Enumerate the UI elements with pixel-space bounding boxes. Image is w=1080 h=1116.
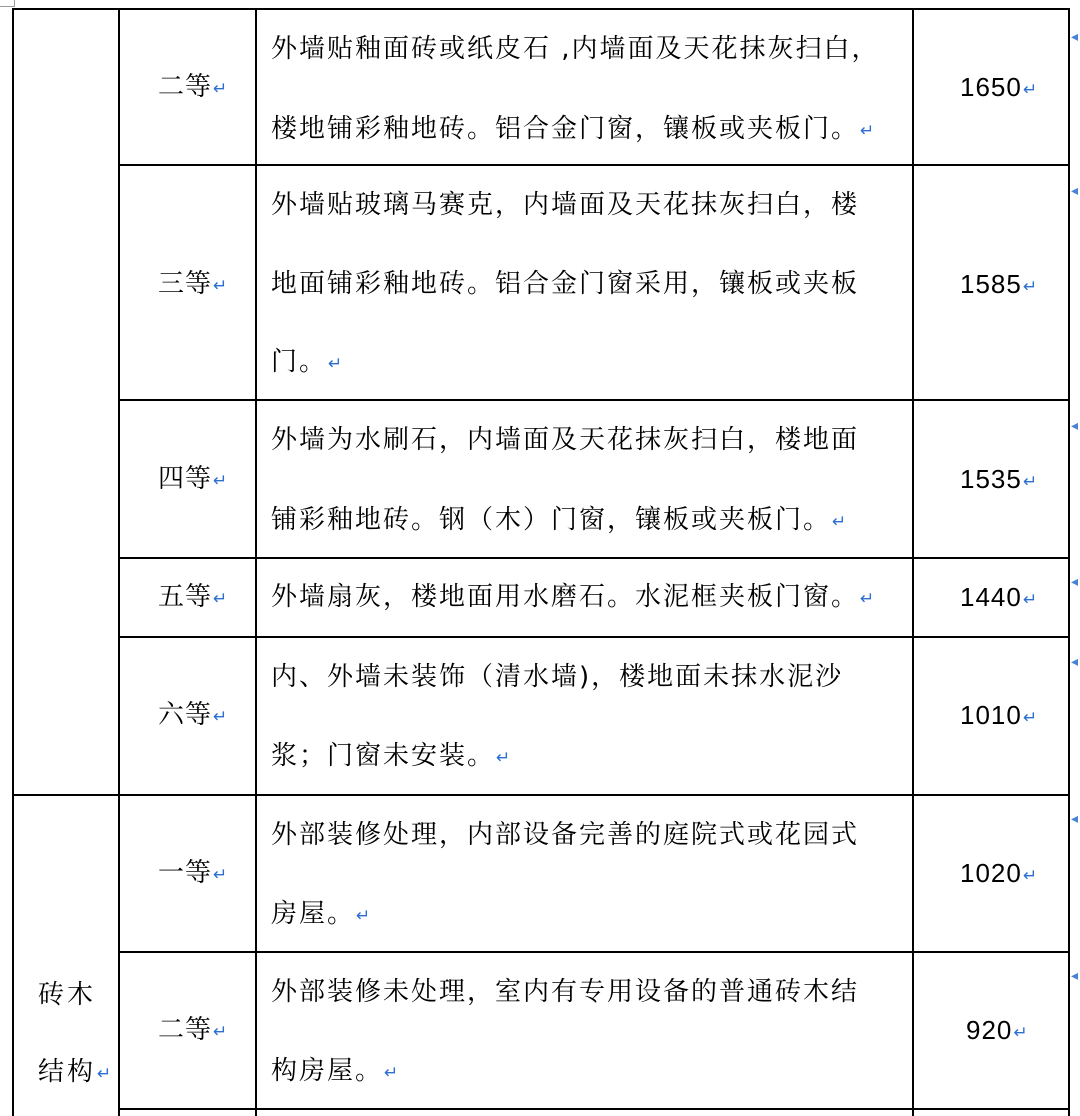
table-row-price: 1010↵ bbox=[960, 700, 1038, 730]
table-row-price: 1650↵ bbox=[960, 72, 1038, 102]
paragraph-mark-icon: ↵ bbox=[1022, 277, 1038, 296]
table-row-price: 1440↵ bbox=[960, 582, 1038, 612]
paragraph-mark-icon: ↵ bbox=[213, 276, 228, 296]
row-divider bbox=[118, 399, 1070, 401]
table-row-description: 内、外墙未装饰（清水墙)，楼地面未抹水泥沙 bbox=[271, 662, 844, 692]
paragraph-mark-icon: ↵ bbox=[1013, 1023, 1028, 1042]
table-row-grade: 一等↵ bbox=[158, 858, 228, 888]
paragraph-mark-icon: ↵ bbox=[384, 1063, 399, 1083]
paragraph-mark-icon: ↵ bbox=[213, 707, 228, 727]
paragraph-mark-icon: ↵ bbox=[213, 471, 228, 491]
row-divider bbox=[118, 164, 1070, 166]
table-row-grade: 五等↵ bbox=[158, 582, 228, 612]
row-end-mark-icon: ◂ bbox=[1070, 654, 1078, 670]
table-row-grade: 二等↵ bbox=[158, 72, 228, 102]
table-row-description: 外墙贴玻璃马赛克，内墙面及天花抹灰扫白，楼 bbox=[271, 190, 860, 220]
table-row-description: 外墙扇灰，楼地面用水磨石。水泥框夹板门窗。↵ bbox=[271, 582, 875, 612]
row-end-mark-icon: ◂ bbox=[1070, 183, 1078, 199]
paragraph-mark-icon: ↵ bbox=[832, 512, 847, 532]
table-row-description: 构房屋。↵ bbox=[271, 1056, 399, 1086]
table-row-description: 浆；门窗未安装。↵ bbox=[271, 741, 511, 771]
column-divider-category bbox=[118, 8, 120, 1116]
category-label: 砖木 bbox=[38, 980, 97, 1010]
table-row-price: 1535↵ bbox=[960, 464, 1038, 494]
paragraph-mark-icon: ↵ bbox=[860, 121, 875, 141]
paragraph-mark-icon: ↵ bbox=[356, 906, 371, 926]
column-divider-grade bbox=[255, 8, 257, 1116]
table-border-right bbox=[1068, 8, 1070, 1116]
paragraph-mark-icon: ↵ bbox=[860, 589, 875, 609]
table-row-description: 外墙为水刷石，内墙面及天花抹灰扫白，楼地面 bbox=[271, 425, 860, 455]
paragraph-mark-icon: ↵ bbox=[213, 865, 228, 885]
row-end-mark-icon: ◂ bbox=[1070, 29, 1078, 45]
table-row-grade: 四等↵ bbox=[158, 464, 228, 494]
paragraph-mark-icon: ↵ bbox=[496, 748, 511, 768]
table-row-price: 920↵ bbox=[966, 1015, 1028, 1045]
row-end-mark-icon: ◂ bbox=[1070, 811, 1078, 827]
table-row-description: 外部装修处理，内部设备完善的庭院式或花园式 bbox=[271, 820, 860, 850]
column-divider-desc bbox=[912, 8, 914, 1116]
table-row-description: 外部装修未处理，室内有专用设备的普通砖木结 bbox=[271, 977, 860, 1007]
table-row-description: 铺彩釉地砖。钢（木）门窗，镶板或夹板门。↵ bbox=[271, 505, 847, 535]
row-divider bbox=[118, 636, 1070, 638]
table-row-description: 外墙贴釉面砖或纸皮石 ,内墙面及天花抹灰扫白， bbox=[271, 34, 880, 64]
paragraph-mark-icon: ↵ bbox=[1022, 80, 1038, 99]
table-border-left bbox=[12, 8, 14, 1116]
paragraph-mark-icon: ↵ bbox=[213, 1022, 228, 1042]
paragraph-mark-icon: ↵ bbox=[97, 1064, 112, 1084]
row-end-mark-icon: ◂ bbox=[1070, 418, 1078, 434]
table-border-top bbox=[12, 8, 1070, 10]
table-row-grade: 二等↵ bbox=[158, 1015, 228, 1045]
row-end-mark-icon: ◂ bbox=[1070, 968, 1078, 984]
page-corner-mark bbox=[0, 0, 15, 7]
table-row-grade: 三等↵ bbox=[158, 269, 228, 299]
table-row-price: 1585↵ bbox=[960, 269, 1038, 299]
paragraph-mark-icon: ↵ bbox=[1022, 590, 1038, 609]
table-row-description: 楼地铺彩釉地砖。铝合金门窗，镶板或夹板门。↵ bbox=[271, 114, 875, 144]
row-end-mark-icon: ◂ bbox=[1070, 574, 1078, 590]
paragraph-mark-icon: ↵ bbox=[1022, 472, 1038, 491]
table-row-price: 1020↵ bbox=[960, 858, 1038, 888]
paragraph-mark-icon: ↵ bbox=[213, 589, 228, 609]
table-row-description: 门。↵ bbox=[271, 347, 343, 377]
paragraph-mark-icon: ↵ bbox=[1022, 708, 1038, 727]
table-row-grade: 六等↵ bbox=[158, 700, 228, 730]
row-divider bbox=[118, 1108, 1070, 1110]
row-divider bbox=[118, 951, 1070, 953]
paragraph-mark-icon: ↵ bbox=[1022, 866, 1038, 885]
paragraph-mark-icon: ↵ bbox=[213, 79, 228, 99]
table-row-description: 地面铺彩釉地砖。铝合金门窗采用，镶板或夹板 bbox=[271, 269, 860, 299]
row-divider bbox=[12, 794, 1070, 796]
table-row-description: 房屋。↵ bbox=[271, 899, 371, 929]
row-divider bbox=[118, 557, 1070, 559]
category-label: 结构↵ bbox=[38, 1057, 112, 1087]
paragraph-mark-icon: ↵ bbox=[328, 354, 343, 374]
